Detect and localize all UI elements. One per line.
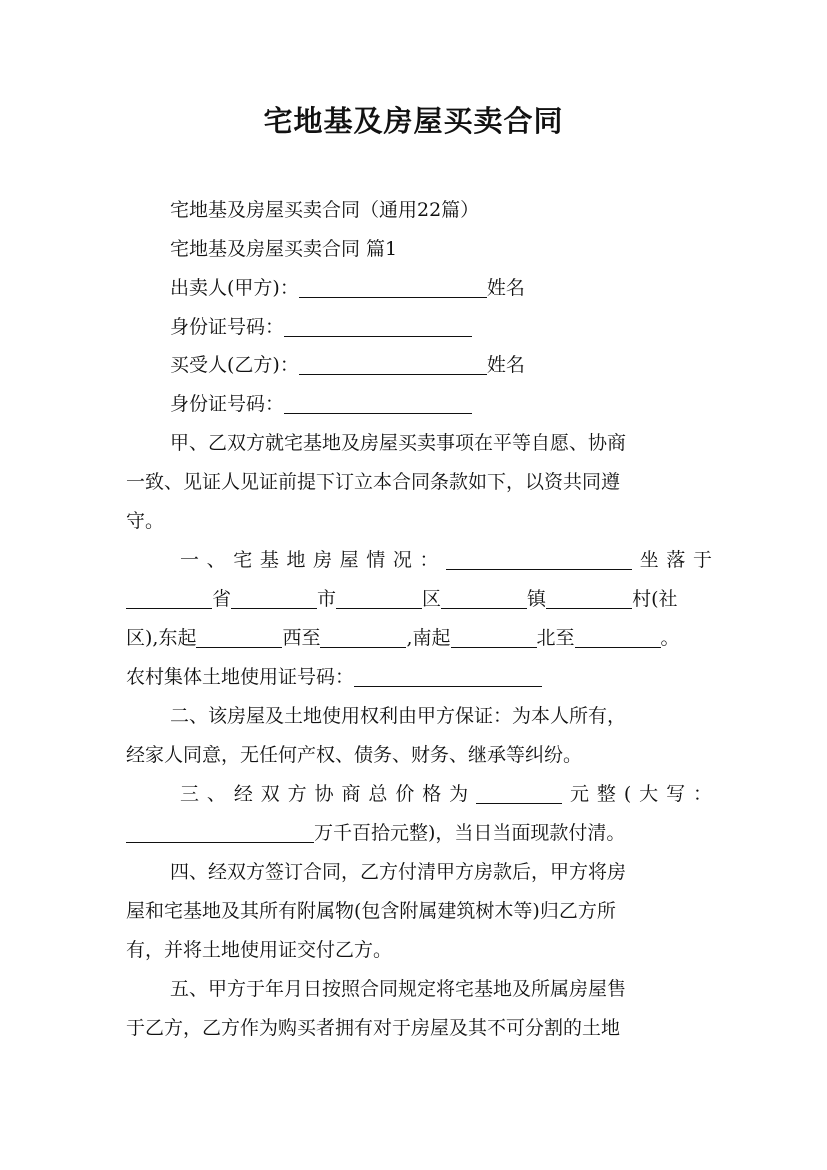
location-blank: [446, 549, 632, 570]
section-2-line-2: 经家人同意，无任何产权、债务、财务、继承等纠纷。: [126, 744, 583, 766]
land-cert-blank: [354, 666, 542, 687]
section-1-line-1: 一、宅基地房屋情况： 坐落于: [180, 549, 712, 571]
intro-line-1: 甲、乙双方就宅基地及房屋买卖事项在平等自愿、协商: [170, 432, 627, 454]
section-4-line-2: 屋和宅基地及其所有附属物(包含附属建筑树木等)归乙方所: [126, 900, 616, 922]
section-5-line-2: 于乙方，乙方作为购买者拥有对于房屋及其不可分割的土地: [126, 1017, 621, 1039]
seller-line: 出卖人(甲方)： 姓名: [170, 277, 525, 299]
intro-line-3: 守。: [126, 510, 165, 532]
seller-id-blank: [284, 316, 472, 337]
buyer-blank: [299, 354, 487, 375]
section-5-line-1: 五、甲方于年月日按照合同规定将宅基地及所属房屋售: [170, 978, 627, 1000]
section-4-line-3: 有，并将土地使用证交付乙方。: [126, 939, 393, 961]
buyer-id-line: 身份证号码：: [170, 390, 472, 418]
price-blank: [476, 783, 562, 804]
seller-blank: [299, 277, 487, 298]
price-words-blank: [126, 822, 314, 843]
subtitle-line: 宅地基及房屋买卖合同（通用22篇）: [170, 199, 480, 221]
buyer-line: 买受人(乙方)： 姓名: [170, 354, 525, 376]
document-title: 宅地基及房屋买卖合同: [263, 104, 564, 138]
section-4-line-1: 四、经双方签订合同，乙方付清甲方房款后，甲方将房: [170, 861, 627, 883]
section-1-line-2: 省 市 区 镇 村(社: [126, 585, 677, 613]
land-cert-line: 农村集体土地使用证号码：: [126, 663, 542, 691]
section-heading: 宅地基及房屋买卖合同 篇1: [170, 238, 398, 260]
section-3-line-2: 万千百拾元整)，当日当面现款付清。: [126, 819, 625, 847]
section-3-line-1: 三、经双方协商总价格为 元整(大写：: [180, 783, 712, 805]
intro-line-2: 一致、见证人见证前提下订立本合同条款如下，以资共同遵: [126, 471, 621, 493]
seller-id-line: 身份证号码：: [170, 313, 472, 341]
buyer-id-blank: [284, 393, 472, 414]
section-1-line-3: 区),东起 西至 ,南起 北至 。: [126, 627, 680, 649]
section-2-line-1: 二、该房屋及土地使用权利由甲方保证：为本人所有，: [170, 705, 627, 727]
